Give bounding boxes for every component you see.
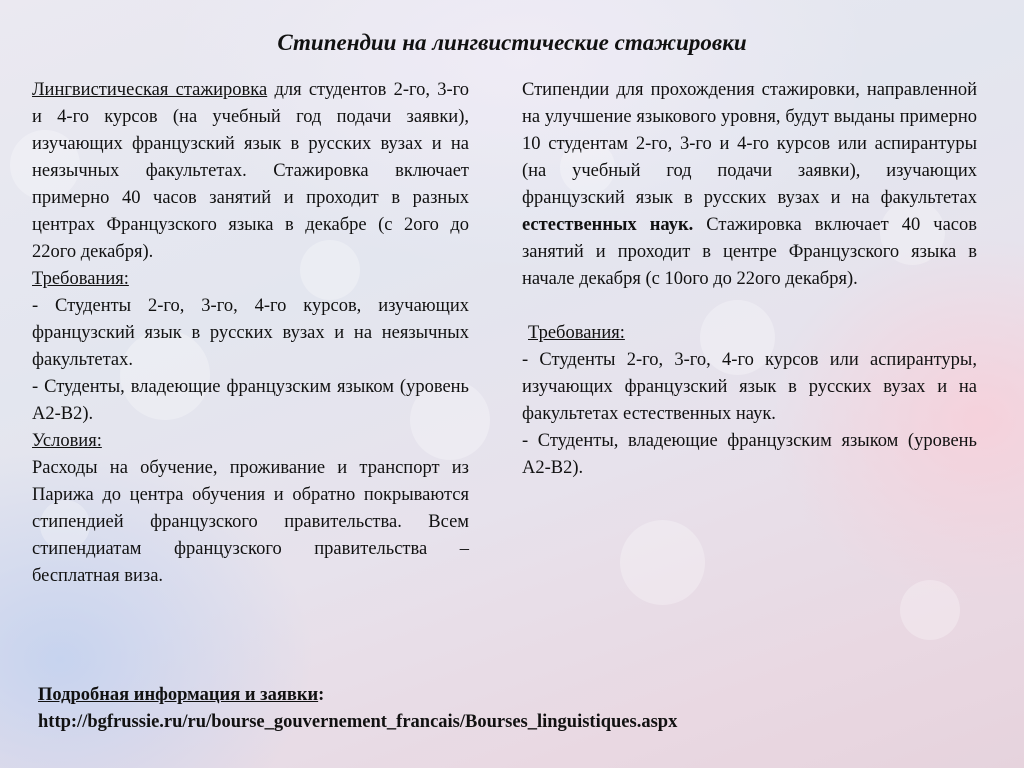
info-label: Подробная информация и заявки	[38, 685, 319, 705]
right-intro-text-a: Стипендии для прохождения стажировки, направленной на улучшение языкового уровня, будут выданы примерно 10 студентам 2-го, 3-го и 4-го курсов или аспирантуры (на учебный год подачи заявки), изучающих французский язык в русских вузах и на факультетах	[522, 80, 977, 208]
left-intro	[32, 77, 469, 266]
right-requirements-heading-wrap	[522, 320, 977, 347]
spacer	[522, 293, 977, 320]
info-line	[38, 682, 677, 709]
right-intro-bold: естественных наук.	[522, 215, 694, 235]
left-column	[32, 77, 469, 590]
right-requirement-1: - Студенты 2-го, 3-го, 4-го курсов или аспирантуры, изучающих французский язык в русских вузах и на факультетах естественных наук.	[522, 350, 977, 424]
background-bokeh	[900, 580, 960, 640]
slide-title: Стипендии на лингвистические стажировки	[277, 30, 747, 55]
left-conditions-text: Расходы на обучение, проживание и транспорт из Парижа до центра обучения и обратно покрываются стипендией французского правительства. Всем стипендиатам французского правительства – бесплатная виза.	[32, 458, 469, 586]
left-requirements-heading: Требования:	[32, 269, 129, 289]
right-requirements-heading: Требования:	[528, 323, 625, 343]
left-requirement-2: - Студенты, владеющие французским языком (уровень А2-В2).	[32, 377, 469, 424]
right-intro-text-b: Стажировка включает 40 часов занятий и проходит в центре Французского языка в начале декабря (с 10ого до 22ого декабря).	[522, 215, 977, 289]
left-intro-text: для студентов 2-го, 3-го и 4-го курсов (на учебный год подачи заявки), изучающих французский язык в русских вузах и на неязычных факультетах. Стажировка включает примерно 40 часов занятий и проходит в разных центрах Французского языка в декабре (с 2ого до 22ого декабря).	[32, 80, 470, 262]
right-intro	[522, 77, 977, 293]
info-url[interactable]: http://bgfrussie.ru/ru/bourse_gouvernement_francais/Bourses_linguistiques.aspx	[38, 712, 678, 732]
left-conditions-heading: Условия:	[32, 431, 102, 451]
right-column	[522, 77, 977, 482]
info-colon: :	[318, 685, 325, 705]
right-requirement-2: - Студенты, владеющие французским языком (уровень А2-В2).	[522, 431, 977, 478]
background-bokeh	[620, 520, 705, 605]
left-requirement-1: - Студенты 2-го, 3-го, 4-го курсов, изучающих французский язык в русских вузах и на неязычных факультетах.	[32, 296, 469, 370]
internship-link-label: Лингвистическая стажировка	[32, 80, 268, 100]
footer	[38, 682, 677, 736]
